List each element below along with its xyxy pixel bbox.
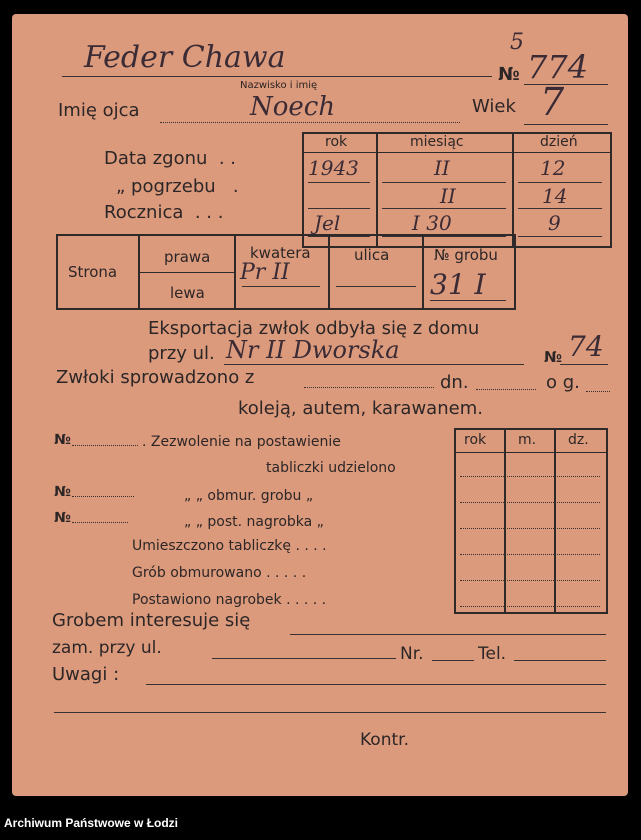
anniversary-label: Rocznica . . . — [104, 202, 224, 223]
death-year: 1943 — [308, 156, 359, 180]
father-label: Imię ojca — [58, 100, 140, 121]
right-side-label: prawa — [164, 248, 211, 266]
control-label: Kontr. — [360, 730, 409, 750]
permit-text-1: . Zezwolenie na postawienie — [142, 434, 341, 450]
burial-record-card — [12, 14, 628, 796]
burial-day: 14 — [542, 184, 568, 208]
grave-walled-label: Grób obmurowano . . . . . — [132, 565, 307, 581]
name-label: Nazwisko i imię — [240, 80, 318, 91]
export-street-value: Nr II Dworska — [226, 336, 400, 364]
placed-plaque-label: Umieszczono tabliczkę . . . . — [132, 538, 327, 554]
transport-label: koleją, autem, karawanem. — [238, 398, 483, 419]
brought-time-label: o g. — [546, 372, 580, 393]
age-value: 7 — [540, 80, 565, 124]
grave-number-value: 31 I — [430, 268, 486, 301]
date-header-day: dzień — [540, 134, 578, 150]
grave-number-label: № grobu — [434, 246, 498, 264]
anniversary-year: Jel — [314, 211, 341, 235]
export-number-label: № — [544, 348, 563, 366]
top-mark: 5 — [510, 30, 524, 55]
permit-row-2: „ „ obmur. grobu „ — [184, 488, 314, 504]
interested-label: Grobem interesuje się — [52, 610, 251, 631]
permit-number-3: № — [54, 510, 71, 526]
left-side-label: lewa — [170, 284, 205, 302]
card-number: 774 — [527, 48, 589, 86]
export-line1: Eksportacja zwłok odbyła się z domu — [148, 318, 480, 339]
permit-number-1: № — [54, 432, 71, 448]
burial-month: II — [440, 184, 456, 208]
father-value: Noech — [250, 92, 336, 122]
number-prefix: № — [498, 64, 520, 85]
monument-date-table — [454, 428, 608, 614]
quarter-value: Pr II — [240, 260, 290, 285]
side-label: Strona — [68, 263, 118, 281]
name-value: Feder Chawa — [84, 40, 286, 75]
death-day: 12 — [540, 156, 566, 180]
export-street-label: przy ul. — [148, 343, 215, 364]
remarks-label: Uwagi : — [52, 664, 120, 685]
export-number-value: 74 — [568, 330, 604, 363]
nr-label: Nr. — [400, 644, 424, 664]
permit-number-2: № — [54, 484, 71, 500]
address-label: zam. przy ul. — [52, 638, 162, 658]
brought-from-label: Zwłoki sprowadzono z — [56, 367, 255, 388]
death-date-label: Data zgonu . . — [104, 148, 237, 169]
burial-date-label: „ pogrzebu . — [116, 176, 239, 197]
date-header-year: rok — [325, 134, 348, 150]
date-header-month: miesiąc — [410, 134, 464, 150]
street-label: ulica — [354, 246, 390, 264]
small-table-month: m. — [518, 432, 537, 448]
age-label: Wiek — [472, 96, 516, 117]
brought-date-label: dn. — [440, 372, 469, 393]
anniversary-month: I 30 — [412, 211, 452, 235]
small-table-day: dz. — [568, 432, 589, 448]
anniversary-day: 9 — [548, 211, 561, 235]
death-month: II — [434, 156, 450, 180]
archive-footer: Archiwum Państwowe w Łodzi — [4, 816, 179, 830]
permit-text-2: tabliczki udzielono — [266, 460, 396, 476]
small-table-year: rok — [464, 432, 487, 448]
quarter-label: kwatera — [250, 244, 311, 262]
tombstone-set-label: Postawiono nagrobek . . . . . — [132, 592, 327, 608]
tel-label: Tel. — [478, 644, 507, 664]
permit-row-3: „ „ post. nagrobka „ — [184, 514, 324, 530]
